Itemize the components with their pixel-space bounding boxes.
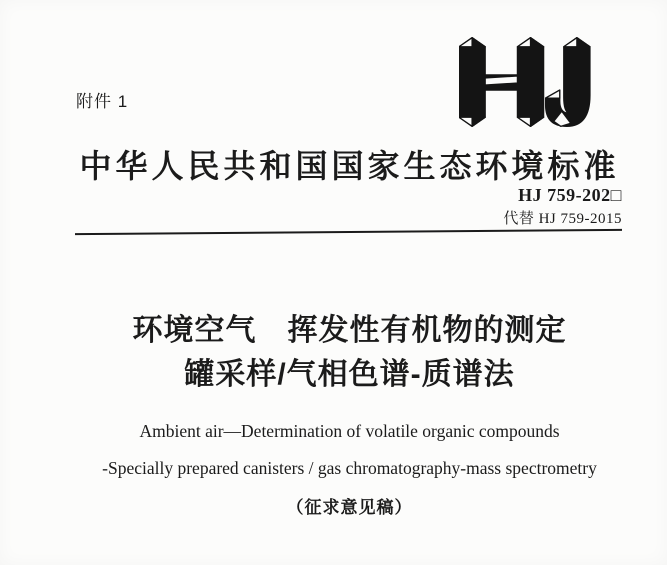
draft-note: （征求意见稿） xyxy=(286,498,413,517)
attachment-label: 附件 1 xyxy=(76,92,129,111)
replaces-note: 代替 HJ 759-2015 xyxy=(503,210,622,227)
hj-logo xyxy=(459,36,597,128)
standard-number-block xyxy=(503,184,622,228)
title-zh-line2: 罐采样/气相色谱-质谱法 xyxy=(184,358,515,391)
header-rule xyxy=(75,229,622,235)
hj-logo-icon xyxy=(459,36,597,128)
standard-org-title: 中华人民共和国国家生态环境标准 xyxy=(79,148,620,184)
title-en-line1: Ambient air—Determination of volatile organic compounds xyxy=(139,421,560,441)
document-title-zh xyxy=(0,309,667,397)
title-zh-line1: 环境空气 挥发性有机物的测定 xyxy=(132,314,567,347)
standard-number: HJ 759-202□ xyxy=(518,185,622,205)
title-en-line2: -Specially prepared canisters / gas chromatography-mass spectrometry xyxy=(102,458,597,478)
